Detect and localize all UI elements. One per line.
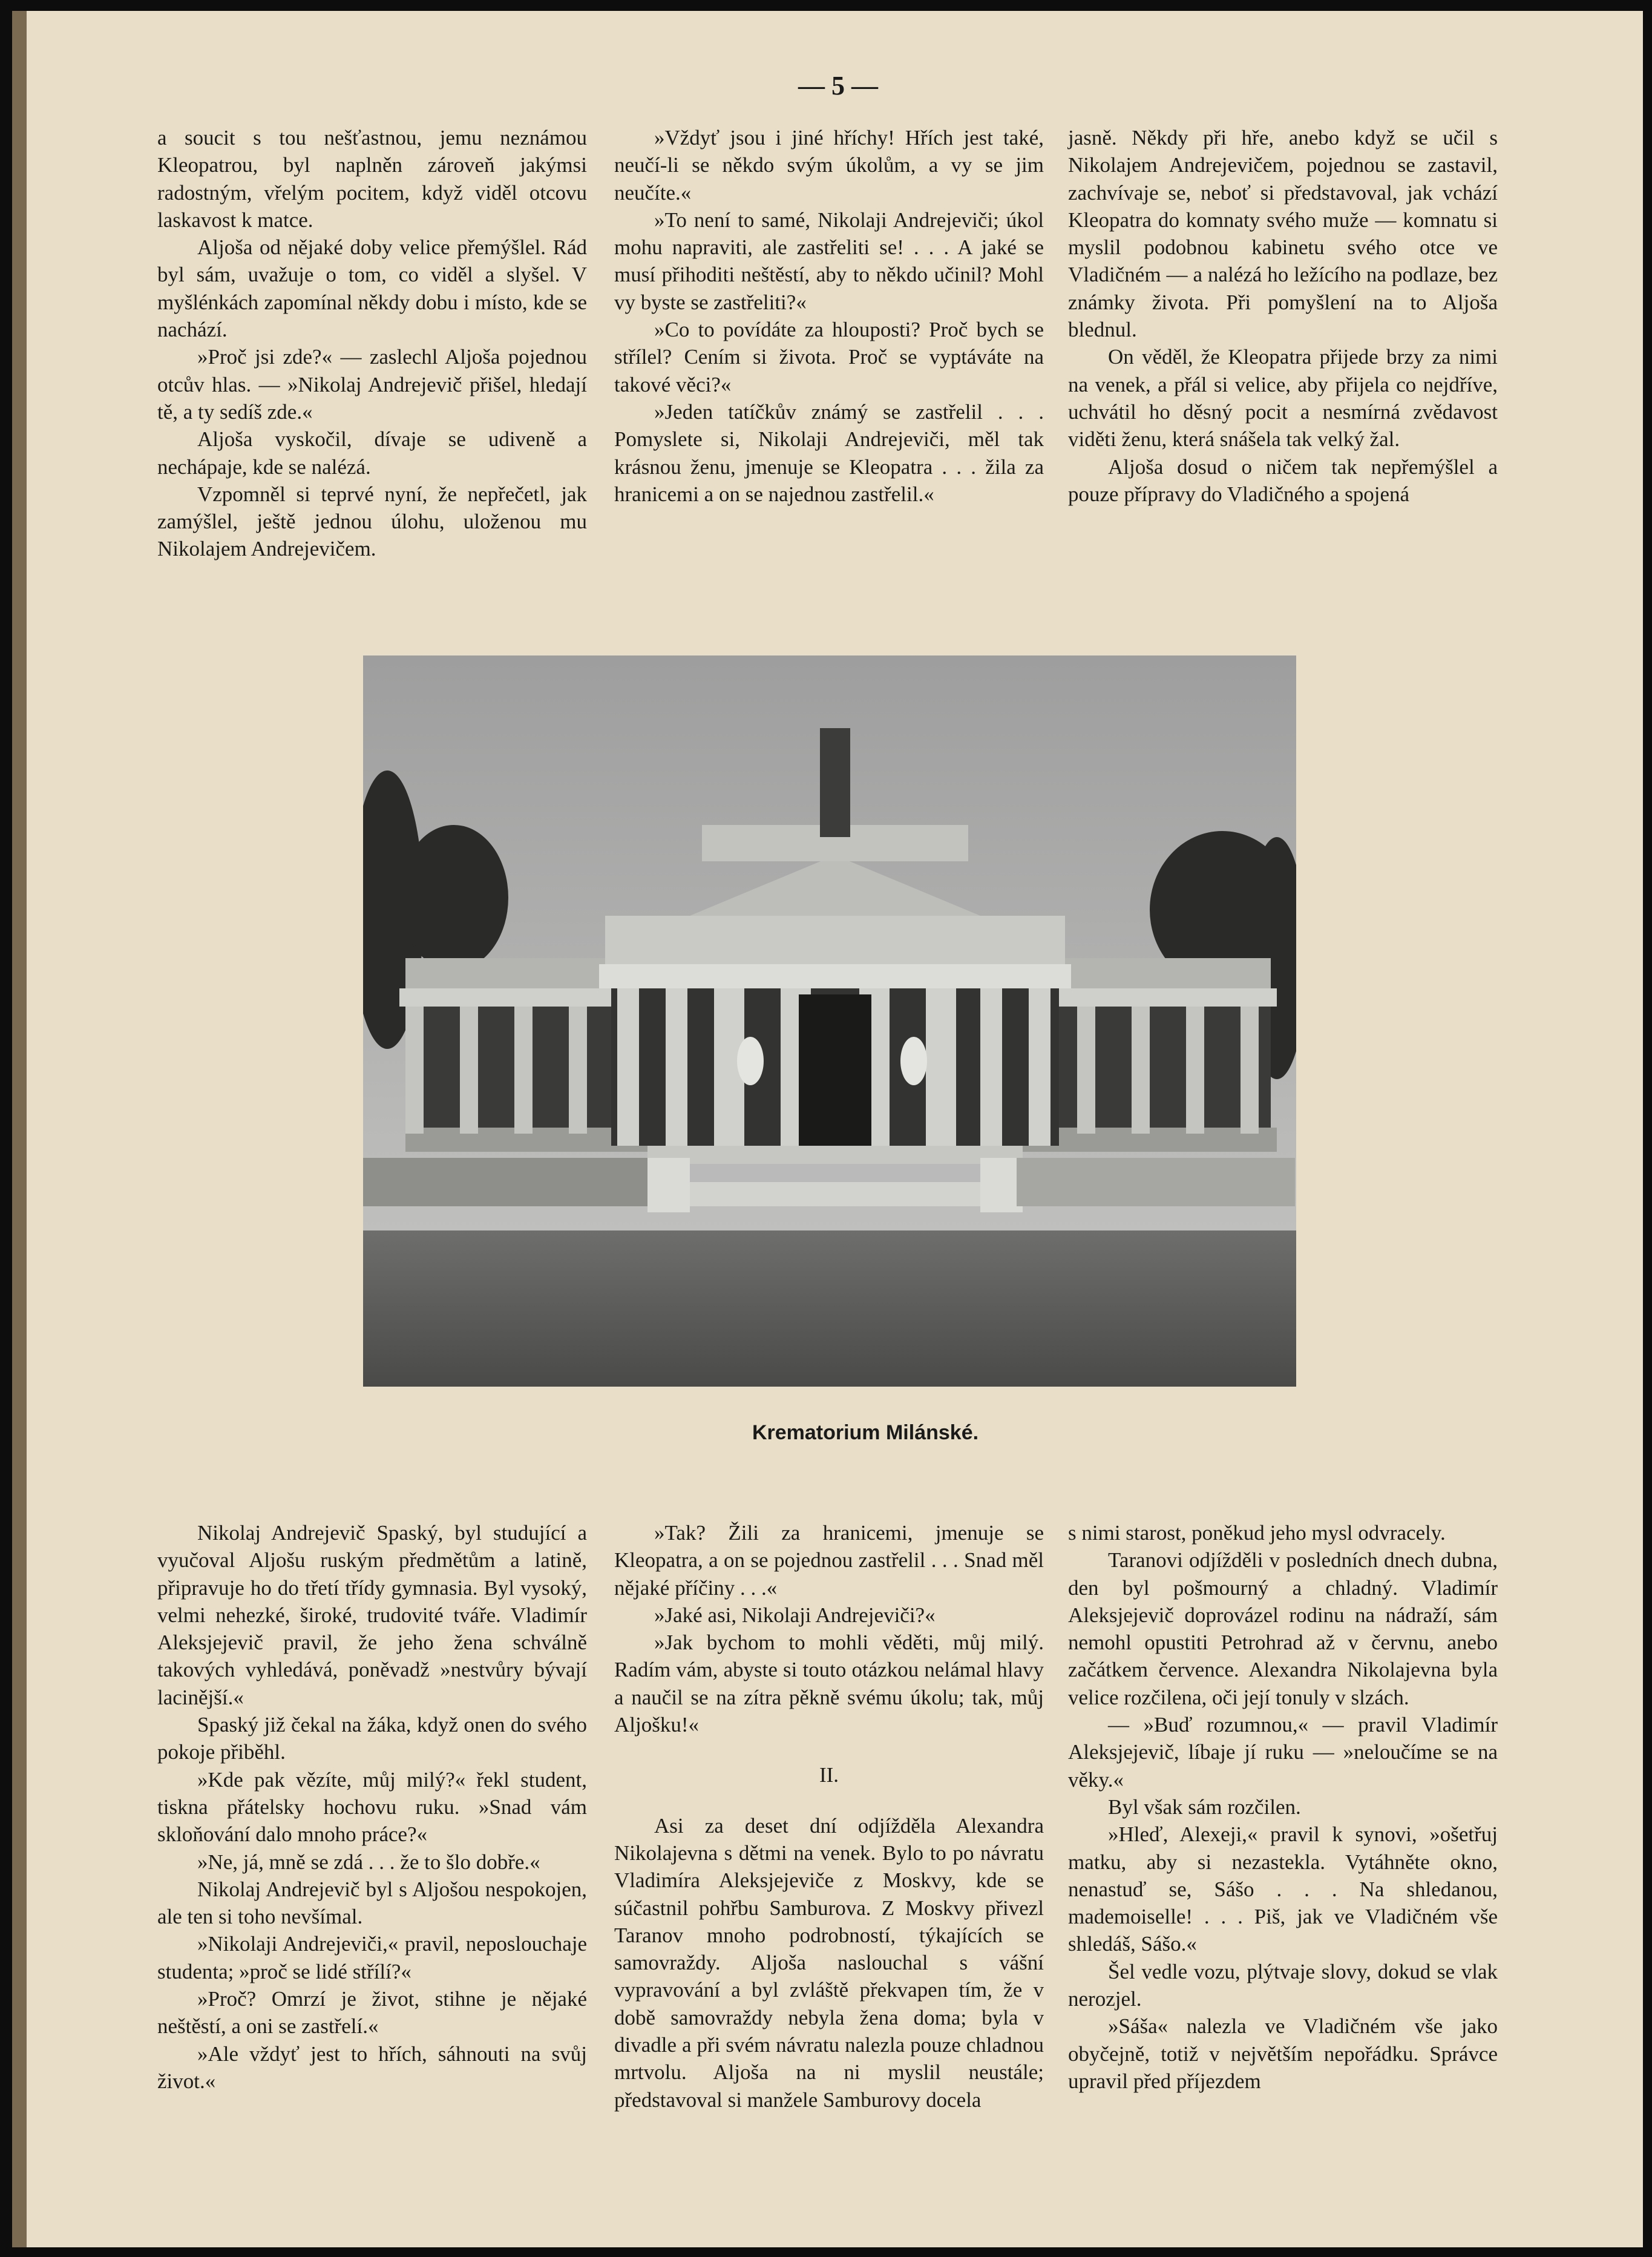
paragraph: On věděl, že Kleopatra přijede brzy za nimi na venek, a přál si velice, aby přijela co nejdříve, uchvátil ho děsný pocit a nesmírná zvědavost viděti ženu, která snášela tak velký žal. [1068, 345, 1498, 452]
paragraph: — »Buď rozumnou,« — pravil Vladimír Aleksjejevič, líbaje jí ruku — »neloučíme se na věky.« [1068, 1713, 1498, 1792]
paragraph: »Proč? Omrzí je život, stihne je nějaké neštěstí, a oni se zastřelí.« [157, 1987, 587, 2039]
paragraph: s nimi starost, poněkud jeho mysl odvracely. [1068, 1521, 1446, 1545]
bottom-column-1 [157, 1519, 587, 2095]
page-number: — 5 — [798, 71, 878, 100]
paragraph: Byl však sám rozčilen. [1108, 1795, 1301, 1819]
paragraph: »Ne, já, mně se zdá . . . že to šlo dobře.« [197, 1850, 540, 1874]
paragraph: »Nikolaji Andrejeviči,« pravil, neposlouchaje studenta; »proč se lidé střílí?« [157, 1932, 587, 1983]
chapter-heading: II. [819, 1763, 839, 1787]
top-column-3 [1068, 124, 1498, 508]
paragraph: a soucit s tou nešťastnou, jemu neznámou Kleopatrou, byl naplněn zároveň jakýmsi radostným, vřelým pocitem, když viděl otcovu laskavost k matce. [157, 126, 587, 232]
crematorium-photo [363, 655, 1296, 1387]
paragraph: Spaský již čekal na žáka, když onen do svého pokoje přiběhl. [157, 1713, 587, 1764]
bottom-column-2 [614, 1519, 1044, 2114]
paragraph: Asi za deset dní odjížděla Alexandra Nikolajevna s dětmi na venek. Bylo to po návratu Vladimíra Aleksjejeviče z Moskvy, kde se súčastnil pohřbu Samburova. Z Moskvy přivezl Taranov mnoho podrobností, týkajících se samovraždy. Aljoša naslouchal s vášní vypravování a byl zvláště překvapen tím, že v době samovraždy nebyla žena doma; byla v divadle a při svém návratu nalezla pouze chladnou mrtvolu. Aljoša na ni myslil neustále; představoval si manžele Samburovy docela [614, 1813, 1044, 2112]
paragraph: »Sáša« nalezla ve Vladičném vše jako obyčejně, totiž v největším nepořádku. Správce upravil před příjezdem [1068, 2014, 1498, 2093]
paragraph: »Co to povídáte za hlouposti? Proč bych se střílel? Cením si života. Proč se vyptáváte na takové věci?« [614, 318, 1044, 396]
magazine-page [12, 11, 1643, 2247]
paragraph: Šel vedle vozu, plýtvaje slovy, dokud se vlak nerozjel. [1068, 1959, 1498, 2011]
paragraph: »Jaké asi, Nikolaji Andrejeviči?« [654, 1603, 936, 1627]
paragraph: »Kde pak vězíte, můj milý?« řekl student, tiskna přátelsky hochovu ruku. »Snad vám skloňování dalo mnoho práce?« [157, 1767, 587, 1847]
paragraph: Vzpomněl si teprvé nyní, že nepřečetl, jak zamýšlel, ještě jednou úlohu, uloženou mu Nikolajem Andrejevičem. [157, 482, 587, 561]
paragraph: »Jeden tatíčkův známý se zastřelil . . . Pomyslete si, Nikolaji Andrejeviči, měl tak krásnou ženu, jmenuje se Kleopatra . . . žila za hranicemi a on se najednou zastřelil.« [614, 399, 1044, 506]
paragraph: »Ale vždyť jest to hřích, sáhnouti na svůj život.« [157, 2042, 587, 2093]
paragraph: »To není to samé, Nikolaji Andrejeviči; úkol mohu napraviti, ale zastřeliti se! . . . A jaké se musí přihoditi neštěstí, aby to někdo učinil? Mohl vy byste se zastřeliti?« [614, 208, 1044, 314]
bottom-column-3 [1068, 1519, 1498, 2095]
paragraph: »Proč jsi zde?« — zaslechl Aljoša pojednou otcův hlas. — »Nikolaj Andrejevič přišel, hledají tě, a ty sedíš zde.« [157, 345, 587, 424]
top-column-2 [614, 124, 1044, 508]
top-column-1 [157, 124, 587, 563]
paragraph: Aljoša od nějaké doby velice přemýšlel. Rád byl sám, uvažuje o tom, co viděl a slyšel. V myšlénkách zapomínal někdy dobu i místo, kde se nachází. [157, 235, 587, 342]
paragraph: jasně. Někdy při hře, anebo když se učil s Nikolajem Andrejevičem, pojednou se zastavil, zachvívaje se, neboť si představoval, jak vchází Kleopatra do komnaty svého muže — komnatu si myslil podobnou kabinetu svého otce ve Vladičném — a nalézá ho ležícího na podlaze, bez známky života. Při pomyšlení na to Aljoša blednul. [1068, 126, 1498, 342]
paragraph: Aljoša vyskočil, dívaje se udiveně a nechápaje, kde se nalézá. [157, 427, 587, 479]
photo-caption: Krematorium Milánské. [752, 1421, 979, 1444]
paragraph: »Hleď, Alexeji,« pravil k synovi, »ošetřuj matku, aby si nezastekla. Vytáhněte okno, nenastuď se, Sášo . . . Na shledanou, mademoiselle! . . . Piš, jak ve Vladičném vše shledáš, Sášo.« [1068, 1822, 1498, 1956]
paragraph: Nikolaj Andrejevič Spaský, byl studující a vyučoval Aljošu ruským předmětům a latině, připravuje ho do třetí třídy gymnasia. Byl vysoký, velmi nehezké, široké, trudovité tváře. Vladimír Aleksjejevič pravil, že jeho žena schválně takových vyhledává, poněvadž »nestvůry bývají lacinější.« [157, 1521, 587, 1709]
page-binding-edge [12, 11, 27, 2247]
paragraph: »Jak bychom to mohli věděti, můj milý. Radím vám, abyste si touto otázkou nelámal hlavy a naučil se na zítra pěkně svému úkolu; tak, můj Aljošku!« [614, 1631, 1044, 1737]
paragraph: »Vždyť jsou i jiné hříchy! Hřích jest také, neučí-li se někdo svým úkolům, a vy se jim neučíte.« [614, 126, 1044, 205]
paragraph: Taranovi odjížděli v posledních dnech dubna, den byl pošmourný a chladný. Vladimír Aleksjejevič doprovázel rodinu na nádraží, sám nemohl opustiti Petrohrad až v červnu, anebo začátkem července. Alexandra Nikolajevna byla velice rozčilena, oči její tonuly v slzách. [1068, 1548, 1498, 1709]
paragraph: Aljoša dosud o ničem tak nepřemýšlel a pouze přípravy do Vladičného a spojená [1068, 455, 1498, 506]
paragraph: »Tak? Žili za hranicemi, jmenuje se Kleopatra, a on se pojednou zastřelil . . . Snad měl nějaké příčiny . . .« [614, 1521, 1044, 1600]
paragraph: Nikolaj Andrejevič byl s Aljošou nespokojen, ale ten si toho nevšímal. [157, 1877, 587, 1929]
